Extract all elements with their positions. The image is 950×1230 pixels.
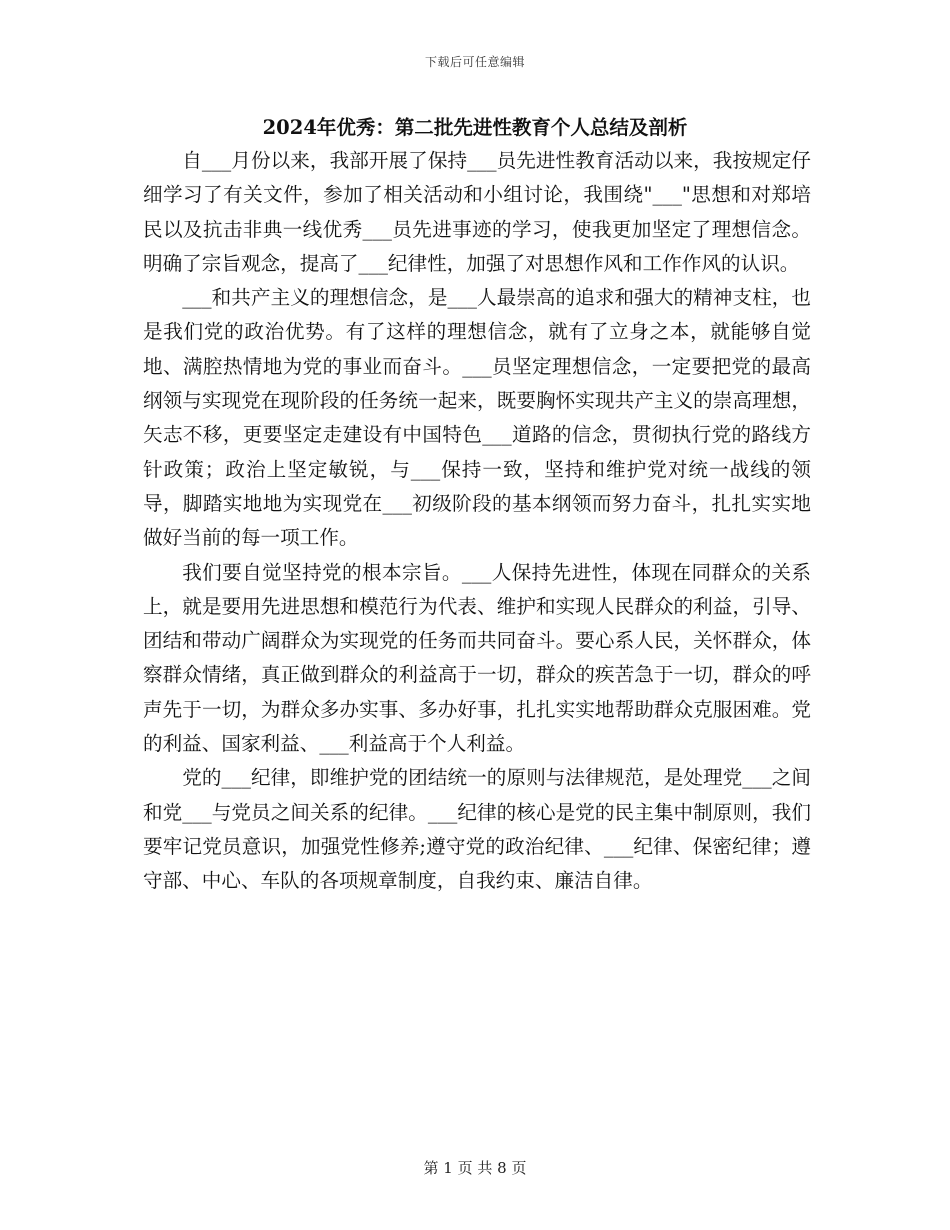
document-title: 2024年优秀：第二批先进性教育个人总结及剖析: [262, 116, 688, 139]
paragraph-3: 我们要自觉坚持党的根本宗旨。___人保持先进性，体现在同群众的关系上，就是要用先进思想和模范行为代表、维护和实现人民群众的利益，引导、团结和带动广阔群众为实现党的任务而共同奋斗。要心系人民，关怀群众，体察群众情绪，真正做到群众的利益高于一切，群众的疾苦急于一切，群众的呼声先于一切，为群众多办实事、多办好事，扎扎实实地帮助群众克服困难。党的利益、国家利益、___利益高于个人利益。: [143, 560, 811, 756]
page-number: 第 1 页 共 8 页: [423, 1159, 527, 1177]
document-body: [143, 144, 811, 899]
paragraph-4: 党的___纪律，即维护党的团结统一的原则与法律规范，是处理党___之间和党___与党员之间关系的纪律。___纪律的核心是党的民主集中制原则，我们要牢记党员意识，加强党性修养;遵守党的政治纪律、___纪律、保密纪律；遵守部、中心、车队的各项规章制度，自我约束、廉洁自律。: [143, 766, 811, 893]
paragraph-2: ___和共产主义的理想信念，是___人最崇高的追求和强大的精神支柱，也是我们党的政治优势。有了这样的理想信念，就有了立身之本，就能够自觉地、满腔热情地为党的事业而奋斗。___员坚定理想信念，一定要把党的最高纲领与实现党在现阶段的任务统一起来，既要胸怀实现共产主义的崇高理想，矢志不移，更要坚定走建设有中国特色___道路的信念，贯彻执行党的路线方针政策；政治上坚定敏锐，与___保持一致，坚持和维护党对统一战线的领导，脚踏实地地为实现党在___初级阶段的基本纲领而努力奋斗，扎扎实实地做好当前的每一项工作。: [143, 286, 811, 550]
page-header-note: 下载后可任意编辑: [424, 55, 525, 69]
paragraph-1: 自___月份以来，我部开展了保持___员先进性教育活动以来，我按规定仔细学习了有关文件，参加了相关活动和小组讨论，我围绕"___"思想和对郑培民以及抗击非典一线优秀___员先进事迹的学习，使我更加坚定了理想信念。明确了宗旨观念，提高了___纪律性，加强了对思想作风和工作作风的认识。: [143, 149, 811, 275]
